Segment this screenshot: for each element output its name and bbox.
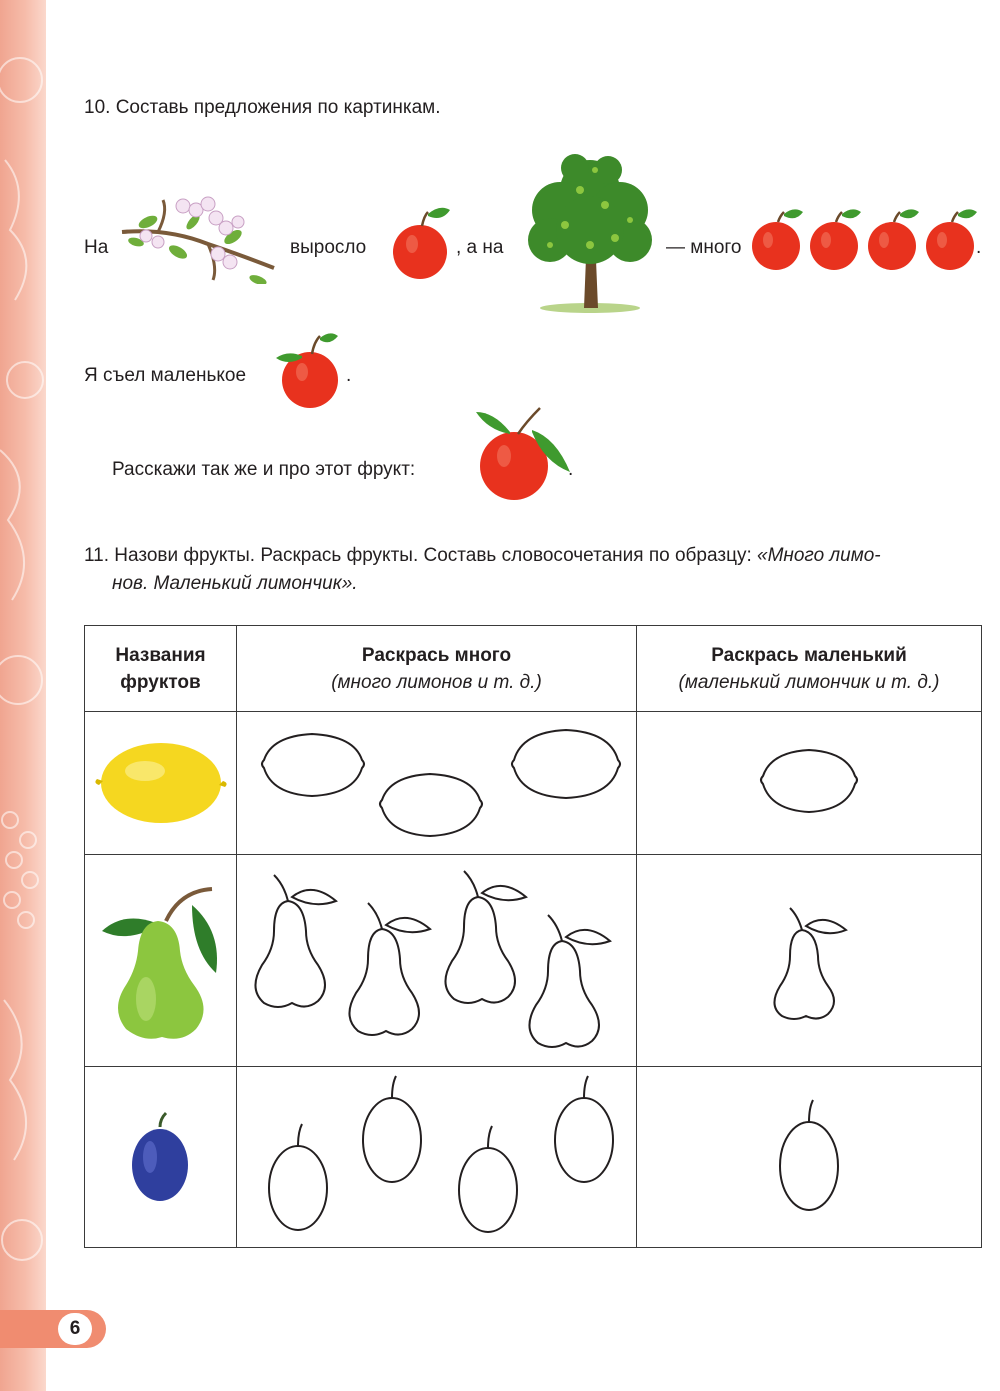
header-fruit-names: Названия фруктов xyxy=(85,626,237,712)
blossoming-branch-image xyxy=(118,192,278,284)
sentence2-period: . xyxy=(346,365,352,386)
apple-icon xyxy=(922,208,980,274)
sentence1-word-vyroslo: выросло xyxy=(290,237,367,258)
task-11-title-line2: нов. Маленький лимончик». xyxy=(112,573,358,594)
apple-icon xyxy=(748,208,806,274)
pear-color-many-cell[interactable] xyxy=(237,855,637,1067)
plum-outline-small xyxy=(769,1092,849,1222)
pear-outlines-many xyxy=(242,861,632,1061)
pear-icon xyxy=(96,881,226,1041)
table-row-lemon xyxy=(85,712,982,855)
lemon-outlines-many xyxy=(242,718,632,848)
lemon-color-small-cell[interactable] xyxy=(637,712,982,855)
sentence2-text: Я съел маленькое xyxy=(84,365,247,386)
many-apples-group xyxy=(748,208,980,274)
table-header-row xyxy=(85,626,982,712)
lemon-icon xyxy=(93,733,229,833)
header-color-many: Раскрась много (много лимонов и т. д.) xyxy=(237,626,637,712)
sentence3-period: . xyxy=(568,459,574,480)
sentence3-text: Расскажи так же и про этот фрукт: xyxy=(112,459,416,480)
page-number: 6 xyxy=(58,1313,92,1345)
apple-icon xyxy=(864,208,922,274)
sentence1-word-a-na: , а на xyxy=(456,237,504,258)
table-row-plum xyxy=(85,1067,982,1248)
plum-picture-cell xyxy=(85,1067,237,1248)
lemon-picture-cell xyxy=(85,712,237,855)
apple-icon xyxy=(392,204,452,282)
lemon-color-many-cell[interactable] xyxy=(237,712,637,855)
task-10-title: 10. Составь предложения по картинкам. xyxy=(84,97,441,118)
apple-icon xyxy=(806,208,864,274)
pear-outline-small xyxy=(754,896,864,1026)
plum-color-small-cell[interactable] xyxy=(637,1067,982,1248)
task-11-title-line1 xyxy=(84,544,984,568)
fruit-coloring-table xyxy=(84,625,982,1248)
pear-color-small-cell[interactable] xyxy=(637,855,982,1067)
pear-picture-cell xyxy=(85,855,237,1067)
plum-outlines-many xyxy=(242,1072,632,1242)
task-11-title-plain: 11. Назови фрукты. Раскрась фрукты. Составь словосочетания по образцу: xyxy=(84,545,758,566)
decorative-side-band xyxy=(0,0,46,1391)
ornament-pattern xyxy=(0,0,46,1391)
sentence1-word-mnogo: — много xyxy=(666,237,742,258)
apple-tree-image xyxy=(520,150,660,314)
plum-color-many-cell[interactable] xyxy=(237,1067,637,1248)
apple-icon xyxy=(474,404,572,502)
header-color-small: Раскрась маленький (маленький лимончик и т. д.) xyxy=(637,626,982,712)
sentence1-period: . xyxy=(976,237,982,258)
table-row-pear xyxy=(85,855,982,1067)
task-11-title-italic-part1: «Много лимо- xyxy=(757,545,881,566)
lemon-outline-small xyxy=(749,738,869,828)
sentence1-word-na: На xyxy=(84,237,109,258)
small-apple-icon xyxy=(272,330,342,410)
plum-icon xyxy=(126,1109,196,1205)
